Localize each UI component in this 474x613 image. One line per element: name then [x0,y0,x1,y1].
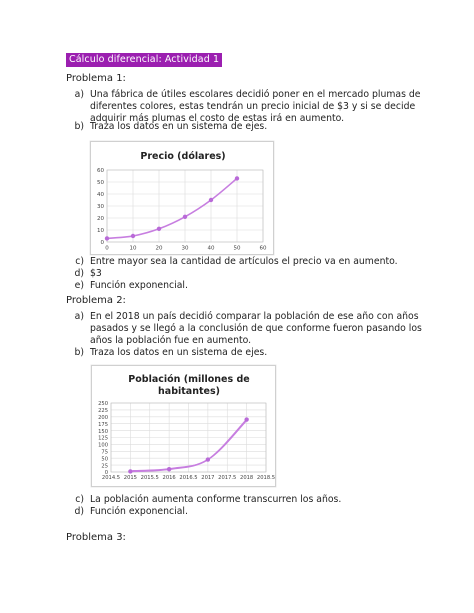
y-tick-label: 50 [97,180,104,187]
series-line [107,178,237,238]
population-chart-svg [92,366,275,486]
x-tick-label: 2014.5 [101,475,121,482]
x-tick-label: 2015 [123,475,137,482]
x-tick-label: 60 [259,245,267,252]
y-tick-label: 225 [98,408,108,415]
x-tick-label: 2016 [162,475,176,482]
y-tick-label: 25 [101,463,108,470]
problem-1-item-e [66,280,426,292]
y-tick-label: 125 [98,435,108,442]
x-tick-label: 2018 [240,475,254,482]
y-tick-label: 175 [98,421,108,428]
price-chart-svg [91,142,273,254]
x-tick-label: 2015.5 [140,475,159,482]
item-marker: c) [75,256,84,267]
x-tick-label: 30 [181,245,189,252]
item-text: Traza los datos en un sistema de ejes. [90,347,268,358]
problem-1-item-d [66,268,426,280]
x-tick-label: 2018.5 [256,475,275,482]
item-marker: d) [74,268,84,279]
problem-2-item-d [66,506,426,518]
price-chart [90,141,274,255]
y-tick-label: 250 [98,401,108,408]
y-tick-label: 150 [98,428,108,435]
x-tick-label: 50 [233,245,241,252]
data-point [209,198,213,202]
item-marker: a) [74,311,84,322]
problem-2-heading: Problema 2: [66,295,126,306]
y-tick-label: 100 [98,442,108,449]
data-point [167,467,171,471]
y-tick-label: 200 [98,415,108,421]
item-text: La población aumenta conforme transcurren los años. [90,494,342,505]
item-text: Traza los datos en un sistema de ejes. [90,121,268,132]
x-tick-label: 2017.5 [218,475,237,482]
item-text: Entre mayor sea la cantidad de artículos el precio va en aumento. [90,256,398,267]
y-tick-label: 0 [100,240,104,247]
item-text: $3 [90,268,102,279]
x-tick-label: 2017 [201,475,215,482]
problem-1-item-b [66,121,426,133]
problem-1-item-a [66,89,426,125]
x-tick-label: 40 [207,245,215,252]
problem-2-item-c [66,494,426,506]
item-marker: d) [74,506,84,517]
y-tick-label: 20 [97,216,104,223]
data-point [131,234,135,238]
problem-1-item-c [66,256,426,268]
data-point [128,469,132,473]
item-text: Una fábrica de útiles escolares decidió poner en el mercado plumas de diferentes colores, estas tendrán un precio inicial de $3 y si se decide adquirir más plumas el costo de estas irá en aumento. [90,89,421,124]
y-tick-label: 60 [97,168,104,175]
data-point [206,457,210,461]
item-text: Función exponencial. [90,280,188,291]
chart-title: Población (millones de [128,374,250,385]
data-point [235,176,239,180]
problem-1-heading: Problema 1: [66,73,126,84]
item-marker: b) [74,347,84,358]
item-marker: b) [74,121,84,132]
y-tick-label: 30 [97,204,104,211]
data-point [244,417,248,421]
y-tick-label: 40 [97,192,104,199]
x-tick-label: 20 [155,245,163,252]
y-tick-label: 0 [104,470,108,477]
item-text: Función exponencial. [90,506,188,517]
data-point [157,227,161,231]
item-text: En el 2018 un país decidió comparar la población de ese año con años pasados y se llegó a la conclusión de que conforme fueron pasando los años la población fue en aumento. [90,311,422,346]
chart-title: habitantes) [158,386,220,397]
problem-2-item-a [66,311,426,347]
chart-title: Precio (dólares) [140,151,226,162]
x-tick-label: 2016.5 [179,475,198,482]
data-point [105,236,109,240]
item-marker: c) [75,494,84,505]
y-tick-label: 75 [101,449,108,456]
item-marker: a) [74,89,84,100]
problem-2-item-b [66,347,426,359]
x-tick-label: 0 [105,245,109,252]
data-point [183,215,187,219]
problem-3-heading: Problema 3: [66,532,126,543]
x-tick-label: 10 [129,245,137,252]
document-title: Cálculo diferencial: Actividad 1 [66,53,222,67]
item-marker: e) [74,280,84,291]
y-tick-label: 50 [101,456,108,463]
y-tick-label: 10 [97,228,104,235]
population-chart [91,365,276,487]
